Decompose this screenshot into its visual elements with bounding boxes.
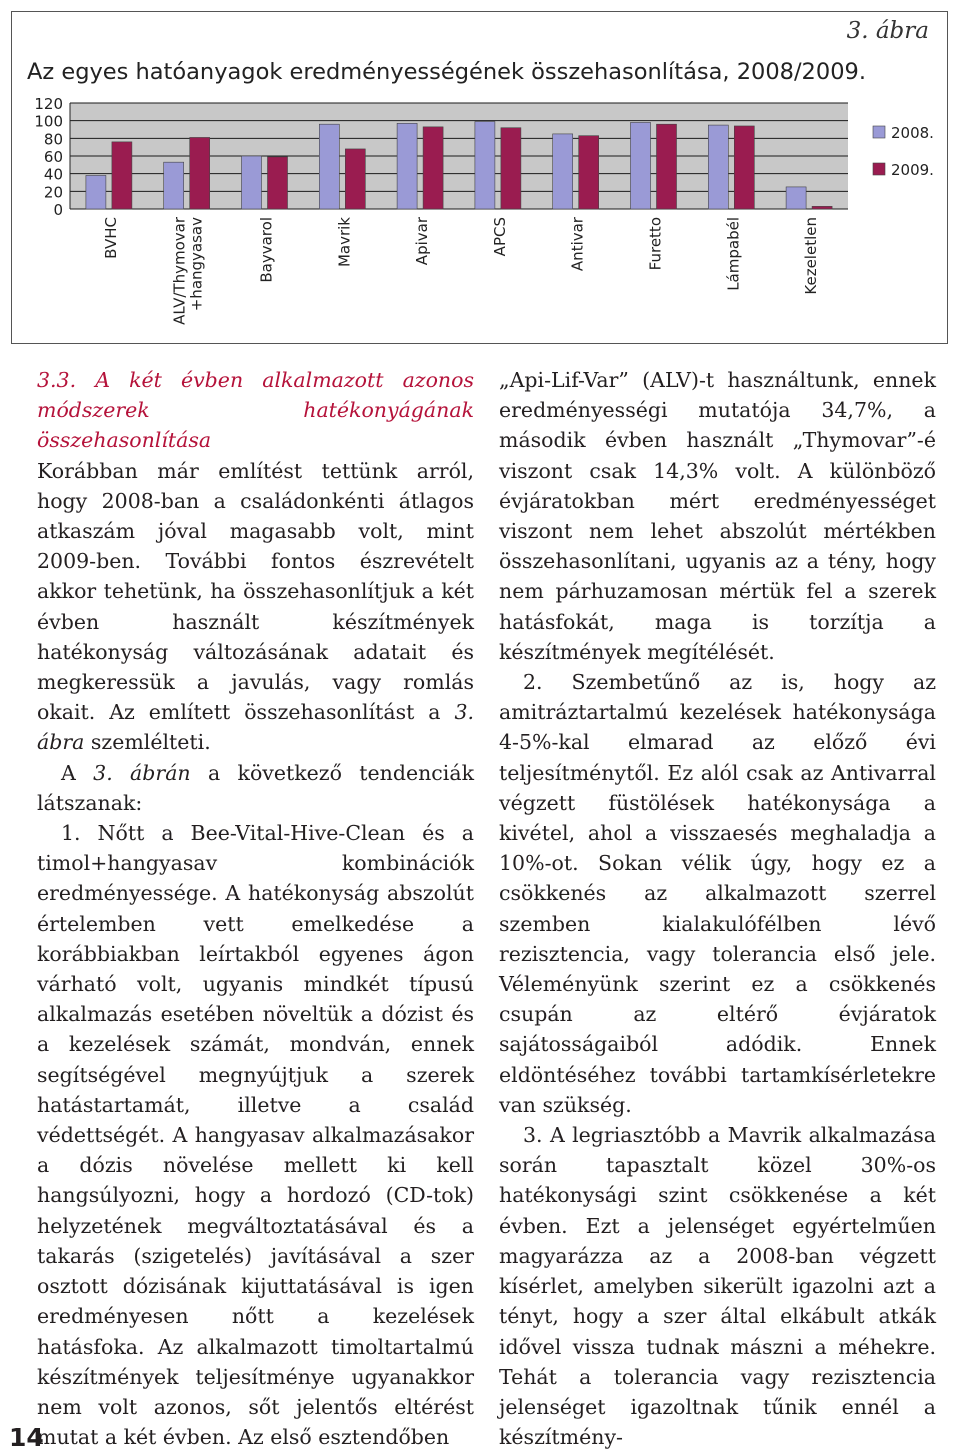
bar-2009-4 xyxy=(345,149,365,209)
y-tick-label: 100 xyxy=(34,112,63,131)
bar-2008-5 xyxy=(397,123,417,209)
legend-label: 2008. xyxy=(891,124,934,142)
bar-chart xyxy=(0,0,960,345)
section-heading: 3.3. A két évben alkalmazott azonos módszerek hatékonyágának összehasonlítása xyxy=(37,368,474,453)
x-tick-label xyxy=(802,217,820,295)
bar-2009-1 xyxy=(112,142,132,209)
paragraph-6: 3. A legriasztóbb a Mavrik alkalmazása során tapasztalt közel 30%-os hatékonysági szint csökkenése a két évben. Ezt a jelenséget egyértelműen magyarázza az a 2008-ban végzett kísérlet, amelyben sikerült igazolni azt a tényt, hogy a szer által elkábult atkák idővel vissza tudnak mászni a méhekre. Tehát a tolerancia vagy rezisztencia jelenséget igazoltnak tűnik ennél a készítmény- xyxy=(499,1123,936,1450)
y-tick-label: 20 xyxy=(43,183,63,202)
x-tick-label xyxy=(335,217,353,267)
bar-2009-3 xyxy=(268,157,288,209)
right-column xyxy=(499,365,936,1452)
x-tick-label xyxy=(647,217,665,270)
x-tick-label xyxy=(171,216,206,325)
x-tick-label-line: Bayvarol xyxy=(257,217,276,283)
bar-2009-6 xyxy=(501,128,521,209)
x-tick-label-line: APCS xyxy=(490,217,509,257)
bar-2008-2 xyxy=(164,162,184,209)
x-tick-label-line: Lámpabél xyxy=(724,217,743,291)
x-tick-label xyxy=(102,217,120,259)
x-tick-label-line: Antivar xyxy=(568,217,587,272)
paragraph-5: 2. Szembetűnő az is, hogy az amitráztartalmú kezelések hatékonysága 4-5%-kal elmarad az előző évi teljesítménytől. Ez alól csak az Antivarral végzett füstölések hatékonysága a kivétel, ahol a visszaesés meghaladja a 10%-ot. Sokan vélik úgy, hogy ez a csökkenés az alkalmazott szerrel szemben kialakulófélben lévő rezisztencia, vagy tolerancia első jele. Véleményünk szerint ez a csökkenés csupán az eltérő évjáratok sajátosságaiból adódik. Ennek eldöntéséhez további tartamkísérletekre van szükség. xyxy=(499,670,936,1117)
figure-label: 3. ábra xyxy=(846,18,929,44)
x-tick-label-line: ALV/Thymovar xyxy=(170,217,189,325)
bar-2008-4 xyxy=(319,124,339,209)
left-column xyxy=(37,365,474,1452)
legend-label: 2009. xyxy=(891,161,934,179)
x-tick-label xyxy=(491,217,509,256)
paragraph-1: Korábban már említést tettünk arról, hogy 2008-ban a családonkénti átlagos atkaszám jóval magasabb volt, mint 2009-ben. További fontos észrevételt akkor tehetünk, ha összehasonlítjuk a két évben használt készítmények hatékonyság változásának adatait és megkeressük a javulás, vagy romlás okait. Az említett összehasonlítást a 3. ábra szemlélteti. xyxy=(37,458,474,755)
y-tick-label: 0 xyxy=(53,201,63,219)
figure-title: Az egyes hatóanyagok eredményességének összehasonlítása, 2008/2009. xyxy=(27,59,866,85)
paragraph-4: „Api-Lif-Var” (ALV)-t használtunk, ennek eredményességi mutatója 34,7%, a második évben használt „Thymovar”-é viszont csak 14,3% volt. A különböző évjáratokban mért eredményességet viszont nem lehet abszolút mértékben összehasonlítani, ugyanis az a tény, hogy nem párhuzamosan mértük fel a szerek hatásfokát, maga is torzítja a készítmények megítélését. xyxy=(499,368,936,664)
bar-2009-8 xyxy=(657,124,677,209)
x-tick-label-line: Mavrik xyxy=(335,217,354,268)
bar-2008-9 xyxy=(708,125,728,209)
bar-2009-7 xyxy=(579,136,599,209)
bar-2009-5 xyxy=(423,127,443,209)
x-tick-label-line: Apivar xyxy=(413,217,432,266)
x-tick-label-line: Furetto xyxy=(646,217,665,271)
paragraph-3: 1. Nőtt a Bee-Vital-Hive-Clean és a timol+hangyasav kombinációk eredményessége. A hatékonyság abszolút értelemben vett emelkedése a korábbiakban leírtakból egyenes ágon várható volt, ugyanis mindkét típusú alkalmazás esetében növeltük a dózist és a kezelések számát, mondván, ennek segítségével megnyújtjuk a szerek hatástartamát, illetve a család védettségét. A hangyasav alkalmazásakor a dózis növelése mellett ki kell hangsúlyozni, hogy a hordozó (CD-tok) helyzetének megváltoztatásával és a takarás (szigetelés) javításával a szer osztott dózisának kijuttatásával is igen eredményesen nőtt a kezelések hatásfoka. Az alkalmazott timoltartalmú készítmények teljesítménye ugyanakkor nem volt azonos, sőt jelentős eltérést mutat a két évben. Az első esztendőben xyxy=(37,821,474,1450)
bar-2008-10 xyxy=(786,187,806,209)
x-tick-label-line: Kezeletlen xyxy=(802,217,821,295)
x-tick-label xyxy=(569,216,587,271)
y-tick-label: 40 xyxy=(43,165,63,184)
bar-2008-8 xyxy=(631,122,651,209)
legend-swatch xyxy=(873,163,885,175)
bar-2008-7 xyxy=(553,134,573,209)
x-tick-label-line: BVHC xyxy=(101,217,120,259)
bar-2009-2 xyxy=(190,137,210,209)
legend-swatch xyxy=(873,126,885,138)
y-tick-label: 60 xyxy=(43,148,63,166)
y-tick-label: 80 xyxy=(43,130,63,149)
x-tick-label xyxy=(258,217,276,283)
bar-2009-10 xyxy=(812,206,832,209)
x-tick-label-line: +hangyasav xyxy=(187,217,206,312)
bar-2009-9 xyxy=(734,126,754,209)
page-number: 14 xyxy=(9,1423,44,1452)
x-tick-label xyxy=(724,217,742,291)
bar-2008-6 xyxy=(475,122,495,209)
y-tick-label: 120 xyxy=(34,95,63,113)
paragraph-2: A 3. ábrán a következő tendenciák látszanak: xyxy=(37,760,474,815)
bar-2008-3 xyxy=(242,156,262,209)
x-tick-label xyxy=(413,216,431,265)
bar-2008-1 xyxy=(86,175,106,209)
